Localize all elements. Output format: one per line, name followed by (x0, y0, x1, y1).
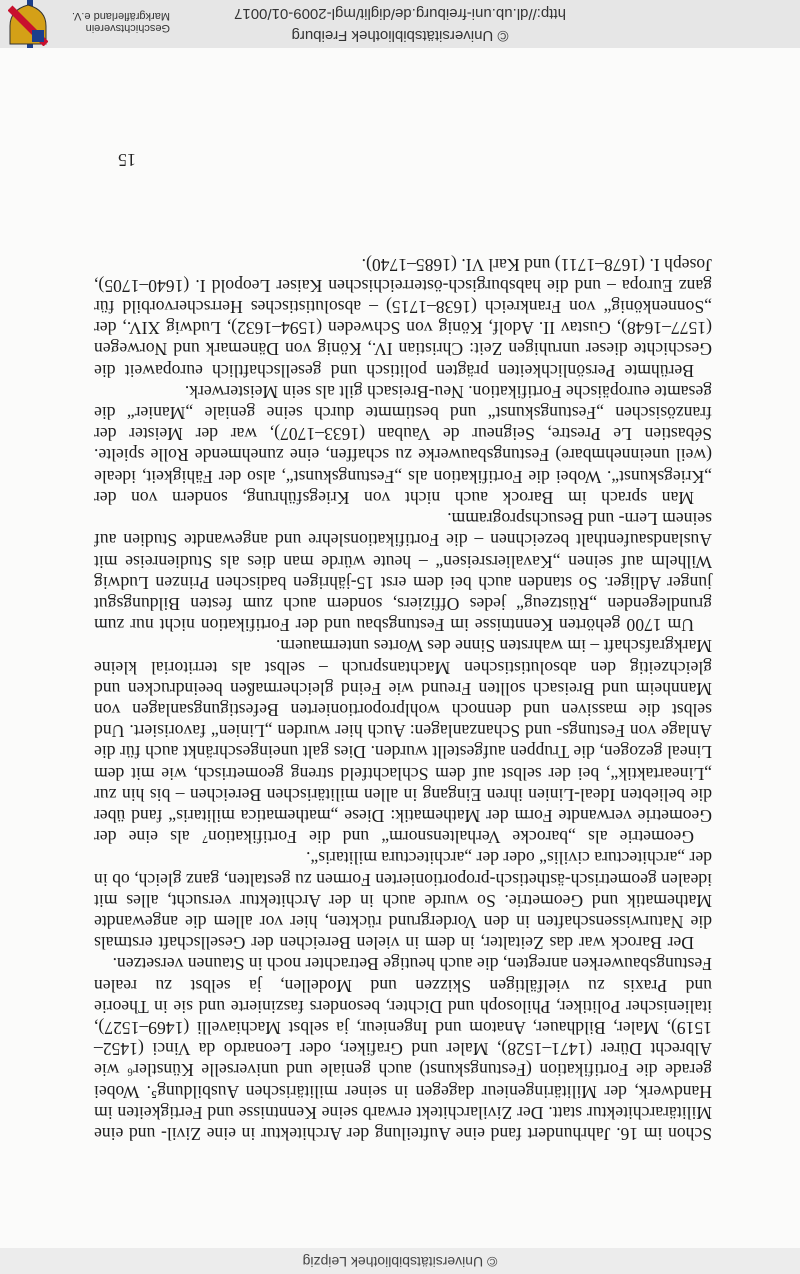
copyright-text: © Universitätsbibliothek Freiburg (291, 27, 509, 44)
footer-banner (0, 0, 800, 48)
document-body (94, 253, 712, 1144)
society-crest-icon (8, 4, 48, 46)
paragraph-3: Geometrie als „barocke Verhaltensnorm“ und die Fortifikation⁷ als eine der Geometrie verwandte Form der Mathematik: Diese „mathematica militaris“ fand über die beliebten Ideal-Linien ihren Eingang in allen militärischen Bereichen – bis hin zur „Lineartaktik“, bei der selbst auf dem Schlachtfeld streng geometrisch, wie mit dem Lineal gezogen, die Truppen aufgestellt wurden. Dies galt uneingeschränkt auch für die Anlage von Festungs- und Schanzanlagen: Auch hier wurden „Linien“ favorisiert. Und selbst die massiven und dennoch wohlproportionierten Befestigungsanlagen von Mannheim und Breisach sollten Freund wie Feind gleichermaßen beeindrucken und gleichzeitig den absolutistischen Machtanspruch – selbst als territorial kleine Markgrafschaft – im wahrsten Sinne des Wortes untermauern. (94, 636, 712, 848)
document-url[interactable]: http://dl.ub.uni-freiburg.de/diglit/mgl-2009-01/0017 (234, 5, 566, 22)
paragraph-5: Man sprach im Barock auch nicht von Kriegsführung, sondern von der „Kriegskunst“. Wobei die Fortifikation als „Festungskunst“, also der Fähigkeit, ideale (weil uneinnehmbare) Festungsbauwerke zu schaffen, eine zunehmende Rolle spielte. Sébastien Le Prestre, Seigneur de Vauban (1633–1707), war der Meister der französischen „Festungskunst“ und bestimmte durch seine geniale „Manier“ die gesamte europäische Fortifikation. Neu-Breisach gilt als sein Meisterwerk. (94, 381, 712, 508)
paragraph-2: Der Barock war das Zeitalter, in dem in vielen Bereichen der Gesellschaft erstmals die Naturwissenschaften in den Vordergrund rückten, hier vor allem die angewandte Mathematik und Geometrie. So wurde auch in der Architektur versucht, alles mit idealen geometrisch-ästhetisch-proportionierten Formen zu gestalten, ganz gleich, ob in der „architectura civilis“ oder der „architectura militaris“. (94, 848, 712, 954)
paragraph-1: Schon im 16. Jahrhundert fand eine Aufteilung der Architektur in eine Zivil- und eine Militärarchitektur statt. Der Zivilarchitekt erwarb seine Kenntnisse und Fertigkeiten im Handwerk, der Militäringenieur dagegen in seiner militärischen Ausbildung⁵. Wobei gerade die Fortifikation (Festungskunst) auch geniale und universelle Künstler⁶ wie Albrecht Dürer (1471–1528), Maler und Grafiker, oder Leonardo da Vinci (1452–1519), Maler, Bildhauer, Anatom und Ingenieur, ja selbst Machiavelli (1469–1527), italienischer Politiker, Philosoph und Dichter, besonders faszinierte und sie in Theorie und Praxis zu vielfältigen Skizzen und Modellen, ja selbst zu realen Festungsbauwerken anregten, die auch heutige Betrachter noch in Staunen versetzen. (94, 954, 712, 1144)
underlying-banner (0, 1248, 800, 1274)
page-number: 15 (118, 150, 136, 170)
paragraph-6: Berühmte Persönlichkeiten prägten politisch und gesellschaftlich europaweit die Geschichte dieser unruhigen Zeit: Christian IV., König von Dänemark und Norwegen (1577–1648), Gustav II. Adolf, König von Schweden (1594–1632), Ludwig XIV., der „Sonnenkönig“ von Frankreich (1638–1715) – absolutistisches Herrschervorbild für ganz Europa – und die habsburgisch-österreichischen Kaiser Leopold I. (1640–1705), Joseph I. (1678–1711) und Karl VI. (1685–1740). (94, 254, 712, 381)
paragraph-4: Um 1700 gehörten Kenntnisse im Festungsbau und der Fortifikation nicht nur zum grundlegenden „Rüstzeug“ jedes Offiziers, sondern auch zum festen Bildungsgut junger Adliger. So standen auch bei dem erst 15-jährigen badischen Prinzen Ludwig Wilhelm auf seinen „Kavaliersreisen“ – heute würde man dies als Studienreise mit Auslandsaufenthalt bezeichnen – die Fortifikationslehre und angewandte Studien auf seinem Lern- und Besuchsprogramm. (94, 509, 712, 636)
society-name: Geschichtsverein Markgräflerland e.V. (71, 10, 170, 34)
underlying-banner-text: © Universitätsbibliothek Leipzig (302, 1254, 498, 1270)
